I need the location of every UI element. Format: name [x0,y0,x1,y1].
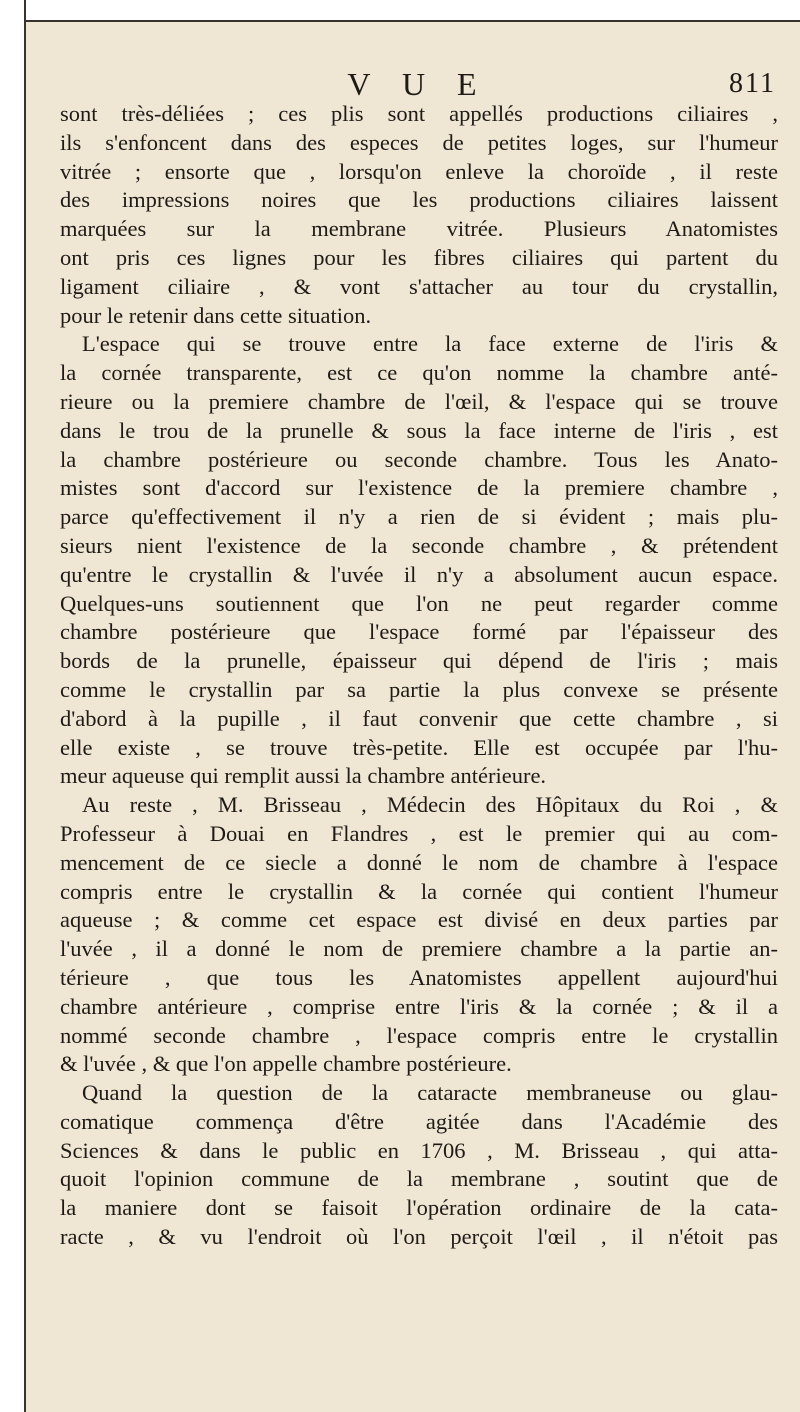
text-line: la maniere dont se faisoit l'opération ordinaire de la cata- [60,1195,778,1221]
text-line: Professeur à Douai en Flandres , est le premier qui au com- [60,820,778,846]
text-line: mistes sont d'accord sur l'existence de la premiere chambre , [60,475,778,501]
scan-margin-top [0,0,800,22]
text-line: vitrée ; ensorte que , lorsqu'on enleve la choroïde , il reste [60,158,778,184]
text-line: sieurs nient l'existence de la seconde chambre , & prétendent [60,532,778,558]
text-line: la cornée transparente, est ce qu'on nomme la chambre anté- [60,360,778,386]
text-line: comme le crystallin par sa partie la plus convexe se présente [60,676,778,702]
text-line: chambre antérieure , comprise entre l'iris & la cornée ; & il a [60,993,778,1019]
text-line: Sciences & dans le public en 1706 , M. Brisseau , qui atta- [60,1137,778,1163]
text-line: L'espace qui se trouve entre la face externe de l'iris & [82,331,778,357]
page-number: 811 [729,68,776,99]
text-line: ils s'enfoncent dans des especes de petites loges, sur l'humeur [60,129,778,155]
text-line: aqueuse ; & comme cet espace est divisé en deux parties par [60,907,778,933]
text-line: mencement de ce siecle a donné le nom de chambre à l'espace [60,849,778,875]
text-line: la chambre postérieure ou seconde chambre. Tous les Anato- [60,446,778,472]
text-line: sont très-déliées ; ces plis sont appellés productions ciliaires , [60,101,778,126]
text-line: meur aqueuse qui remplit aussi la chambre antérieure. [60,763,547,789]
text-line: d'abord à la pupille , il faut convenir que cette chambre , si [60,705,778,731]
text-line: térieure , que tous les Anatomistes appellent aujourd'hui [60,964,778,990]
text-line: chambre postérieure que l'espace formé par l'épaisseur des [60,619,778,645]
text-line: ligament ciliaire , & vont s'attacher au tour du crystallin, [60,273,778,299]
text-line: Au reste , M. Brisseau , Médecin des Hôpitaux du Roi , & [82,792,778,818]
text-line: nommé seconde chambre , l'espace compris entre le crystallin [60,1022,778,1048]
text-line: ont pris ces lignes pour les fibres ciliaires qui partent du [60,244,778,270]
running-head: V U E [347,66,489,102]
text-line: dans le trou de la prunelle & sous la face interne de l'iris , est [60,417,778,443]
text-line: bords de la prunelle, épaisseur qui dépend de l'iris ; mais [60,648,778,674]
text-line: elle existe , se trouve très-petite. Elle est occupée par l'hu- [60,734,778,760]
text-line: qu'entre le crystallin & l'uvée il n'y a absolument aucun espace. [60,561,778,587]
text-line: pour le retenir dans cette situation. [60,302,372,328]
text-line: racte , & vu l'endroit où l'on perçoit l'œil , il n'étoit pas [60,1224,778,1250]
body-text [60,100,778,1252]
text-line: comatique commença d'être agitée dans l'Académie des [60,1108,778,1134]
page-header [60,64,776,104]
text-line: Quelques-uns soutiennent que l'on ne peut regarder comme [60,590,778,616]
text-line: l'uvée , il a donné le nom de premiere chambre a la partie an- [60,936,778,962]
scan-margin-left [0,0,26,1412]
text-line: marquées sur la membrane vitrée. Plusieurs Anatomistes [60,216,778,242]
text-line: quoit l'opinion commune de la membrane , soutint que de [60,1166,778,1192]
text-line: compris entre le crystallin & la cornée qui contient l'humeur [60,878,778,904]
text-line: Quand la question de la cataracte membraneuse ou glau- [82,1080,778,1106]
text-line: rieure ou la premiere chambre de l'œil, & l'espace qui se trouve [60,388,778,414]
text-line: des impressions noires que les productions ciliaires laissent [60,187,778,213]
text-line: parce qu'effectivement il n'y a rien de si évident ; mais plu- [60,504,778,530]
text-line: & l'uvée , & que l'on appelle chambre postérieure. [60,1051,512,1077]
